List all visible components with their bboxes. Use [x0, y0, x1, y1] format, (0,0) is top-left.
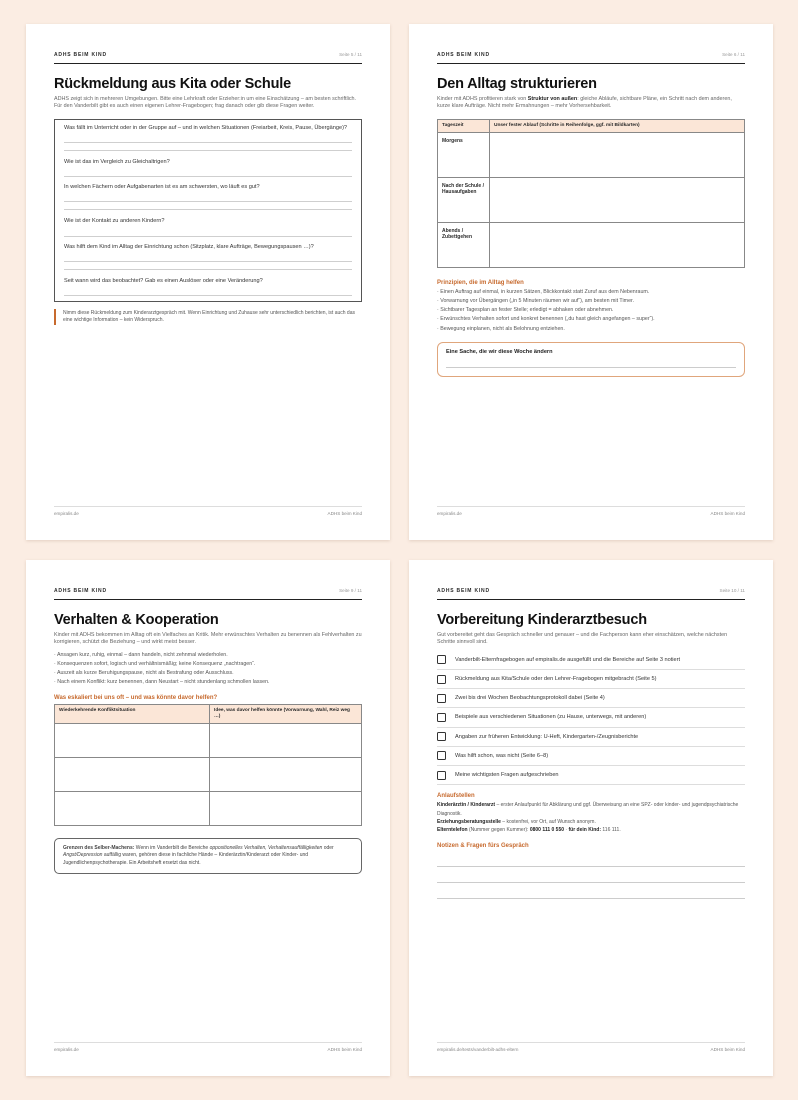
phone-number: 116 111.: [600, 827, 621, 834]
weekly-change-box: [437, 342, 745, 377]
limits-text: auffällig waren, gehören diese in fachliche Hände – Kinderärztin/Kinderarzt oder Kinder- und Jugendlichenpsychotherapie. Ein Arbeitsheft ersetzt das nicht.: [63, 852, 309, 866]
worksheet-page-6: [409, 24, 773, 540]
page-number: Seite 10 / 11: [719, 588, 745, 593]
principles-list: [437, 288, 745, 334]
answer-line[interactable]: [446, 355, 736, 368]
page-title: Rückmeldung aus Kita oder Schule: [54, 76, 291, 92]
question: Seit wann wird das beobachtet? Gab es einen Auslöser oder eine Veränderung?: [64, 277, 263, 284]
routine-cell[interactable]: [490, 177, 745, 222]
checkbox[interactable]: [437, 751, 446, 760]
list-item: · Einen Auftrag auf einmal, in kurzen Sätzen, Blickkontakt statt Zuruf aus dem Nebenraum.: [437, 288, 650, 295]
table-header: Idee, was davor helfen könnte (Vorwarnung, Wahl, Reiz weg …): [210, 704, 362, 723]
page-header: [437, 588, 745, 600]
callout-note: Nimm diese Rückmeldung zum Kinderarztgespräch mit. Wenn Einrichtung und Zuhause sehr unterschiedlich berichten, ist auch das eine wichtige Information – kein Widerspruch.: [54, 309, 362, 325]
question: Wie ist der Kontakt zu anderen Kindern?: [64, 218, 165, 225]
page-number: Seite 6 / 11: [722, 52, 745, 57]
answer-line[interactable]: [64, 209, 352, 210]
rules-list: [54, 651, 362, 688]
section-heading: Was eskaliert bei uns oft – und was könnte davor helfen?: [54, 694, 218, 701]
page-header: [54, 588, 362, 600]
brand-label: ADHS BEIM KIND: [54, 588, 107, 594]
table-header: Wiederkehrende Konfliktsituation: [55, 704, 210, 723]
routine-cell[interactable]: [490, 222, 745, 267]
contact-text: (Nummer gegen Kummer):: [467, 827, 530, 834]
answer-line[interactable]: [64, 295, 352, 296]
checklist-item[interactable]: [437, 651, 745, 670]
idea-cell[interactable]: [210, 791, 362, 825]
checklist: [437, 651, 745, 785]
intro-text: Kinder mit ADHS bekommen im Alltag oft ein Vielfaches an Kritik. Mehr erwünschtes Verhalten zu benennen als Fehlverhalten zu korrigieren, schützt die Beziehung – und wirkt meist besser.: [54, 632, 362, 646]
intro-part: Kinder mit ADHS profitieren stark von: [437, 96, 528, 102]
checkbox[interactable]: [437, 771, 446, 780]
answer-line[interactable]: [64, 269, 352, 270]
limits-text: oder: [322, 844, 334, 851]
question: Wie ist das im Vergleich zu Gleichaltrigen?: [64, 159, 170, 166]
limits-emphasis: oppositionelles Verhalten, Verhaltensauffälligkeiten: [209, 844, 323, 851]
answer-line[interactable]: [64, 176, 352, 177]
list-item: · Ansagen kurz, ruhig, einmal – dann handeln, nicht zehnmal wiederholen.: [54, 651, 228, 658]
contact-text: – kostenfrei, vor Ort, auf Wunsch anonym.: [500, 818, 596, 825]
contact-entry: [437, 801, 745, 818]
table-header: Unser fester Ablauf (Schritte in Reihenfolge, ggf. mit Bildkarten): [490, 119, 745, 132]
idea-cell[interactable]: [210, 723, 362, 757]
table-header: Tageszeit: [438, 119, 490, 132]
list-item: · Konsequenzen sofort, logisch und verhältnismäßig; keine Konsequenz „nachtragen“.: [54, 661, 256, 668]
page-footer: [54, 506, 362, 516]
intro-text: [437, 96, 745, 111]
contact-name: Erziehungsberatungsstelle: [437, 818, 501, 825]
intro-emphasis: Struktur von außen: [527, 96, 578, 102]
checklist-label: Was hilft schon, was nicht (Seite 6–8): [455, 752, 549, 759]
routine-table: [437, 119, 745, 268]
footer-site: empiralis.de: [437, 511, 462, 516]
footer-site: empiralis.de/tests/vanderbilt-adhs-eltern: [437, 1047, 519, 1052]
contact-entry: [437, 826, 745, 834]
question: In welchen Fächern oder Aufgabenarten ist es am schwersten, wo läuft es gut?: [64, 184, 260, 191]
checkbox[interactable]: [437, 694, 446, 703]
notes-line[interactable]: [437, 851, 745, 867]
footer-title: ADHS beim Kind: [710, 511, 745, 516]
section-heading: Notizen & Fragen fürs Gespräch: [437, 842, 529, 849]
separator: ·: [564, 827, 569, 834]
checklist-label: Rückmeldung aus Kita/Schule oder den Lehrer-Fragebogen mitgebracht (Seite 5): [455, 676, 657, 683]
answer-line[interactable]: [64, 236, 352, 237]
contact-name: Elterntelefon: [437, 827, 468, 834]
intro-part: : gleiche Abläufe, sichtbare Pläne, ein Schritt nach dem anderen, kurze klare Aufträge. Nicht mehr Ermahnungen – mehr Vorhersehbarkeit.: [437, 96, 732, 110]
checkbox[interactable]: [437, 675, 446, 684]
checklist-label: Angaben zur früheren Entwicklung: U-Heft, Kindergarten-/Zeugnisberichte: [455, 733, 639, 740]
checkbox[interactable]: [437, 713, 446, 722]
footer-title: ADHS beim Kind: [327, 1047, 362, 1052]
checkbox[interactable]: [437, 732, 446, 741]
intro-text: ADHS zeigt sich in mehreren Umgebungen. Bitte eine Lehrkraft oder Erzieher:in um eine Einschätzung – am besten schriftlich. Für den Vanderbilt gibt es auch einen eigenen Lehrer-Fragebogen; frag danach oder gib diese Fragen weiter.: [54, 96, 357, 110]
contact-text: – erster Anlaufpunkt für Abklärung und ggf. Überweisung an eine SPZ- oder kinder- und jugendpsychiatrische Diagnostik.: [437, 802, 739, 817]
page-header: [54, 52, 362, 64]
phone-number: 0800 111 0 550: [529, 827, 565, 834]
page-title: Vorbereitung Kinderarztbesuch: [437, 612, 647, 628]
limits-emphasis: Angst/Depression: [63, 852, 103, 859]
section-heading: Prinzipien, die im Alltag helfen: [437, 279, 524, 286]
list-item: · Nach einem Konflikt: kurz benennen, dann Neustart – nicht stundenlang schmollen lassen.: [54, 679, 270, 686]
conflict-cell[interactable]: [55, 791, 210, 825]
row-label: Morgens: [438, 132, 490, 177]
conflict-cell[interactable]: [55, 723, 210, 757]
list-item: · Vorwarnung vor Übergängen („in 5 Minuten räumen wir auf“), am besten mit Timer.: [437, 298, 634, 305]
page-footer: [54, 1042, 362, 1052]
checklist-item[interactable]: [437, 689, 745, 708]
brand-label: ADHS BEIM KIND: [54, 52, 107, 58]
contact-name: für dein Kind:: [568, 827, 601, 834]
intro-text: Gut vorbereitet geht das Gespräch schneller und genauer – und die Fachperson kann eher einschätzen, welche nächsten Schritte sinnvoll sind.: [437, 632, 728, 646]
brand-label: ADHS BEIM KIND: [437, 588, 490, 594]
row-label: Nach der Schule / Hausaufgaben: [438, 177, 490, 222]
checkbox[interactable]: [437, 655, 446, 664]
checklist-item[interactable]: [437, 766, 745, 785]
page-title: Verhalten & Kooperation: [54, 612, 219, 628]
checklist-label: Meine wichtigsten Fragen aufgeschrieben: [455, 772, 559, 779]
conflict-table: [54, 704, 362, 826]
idea-cell[interactable]: [210, 757, 362, 791]
answer-line[interactable]: [64, 261, 352, 262]
page-header: [437, 52, 745, 64]
footer-site: empiralis.de: [54, 511, 79, 516]
brand-label: ADHS BEIM KIND: [437, 52, 490, 58]
worksheet-page-9: [26, 560, 390, 1076]
limits-text: Wenn im Vanderbilt die Bereiche: [134, 844, 210, 851]
contact-name: Kinderärztin / Kinderarzt: [437, 802, 496, 809]
routine-cell[interactable]: [490, 132, 745, 177]
page-footer: [437, 1042, 745, 1052]
question: Was hilft dem Kind im Alltag der Einrichtung schon (Sitzplatz, klare Aufträge, Bewegungspausen …)?: [64, 243, 314, 250]
worksheet-page-5: [26, 24, 390, 540]
footer-site: empiralis.de: [54, 1047, 79, 1052]
list-item: · Auszeit als kurze Beruhigungspause, nicht als Bestrafung oder Ausschluss.: [54, 670, 234, 677]
notes-line[interactable]: [437, 883, 745, 899]
page-number: Seite 9 / 11: [339, 588, 362, 593]
limits-box: [54, 838, 362, 875]
row-label: Abends / Zubettgehen: [438, 222, 490, 267]
checklist-label: Vanderbilt-Elternfragebogen auf empiralis.de ausgefüllt und die Bereiche auf Seite 3 notiert: [455, 656, 681, 663]
checklist-item[interactable]: [437, 708, 745, 727]
list-item: · Bewegung einplanen, nicht als Belohnung entziehen.: [437, 325, 565, 332]
notes-line[interactable]: [437, 867, 745, 883]
checklist-label: Zwei bis drei Wochen Beobachtungsprotokoll dabei (Seite 4): [455, 695, 605, 702]
question-box: [54, 119, 362, 302]
checklist-item[interactable]: [437, 747, 745, 766]
page-title: Den Alltag strukturieren: [437, 76, 597, 92]
list-item: · Sichtbarer Tagesplan an fester Stelle; erledigt = abhaken oder abnehmen.: [437, 307, 614, 314]
answer-line[interactable]: [64, 201, 352, 202]
limits-title: Grenzen des Selber-Machens:: [63, 844, 135, 851]
page-footer: [437, 506, 745, 516]
question: Was fällt im Unterricht oder in der Gruppe auf – und in welchen Situationen (Freiarbeit, Kreis, Pause, Übergänge)?: [64, 124, 348, 131]
footer-title: ADHS beim Kind: [327, 511, 362, 516]
box-label: Eine Sache, die wir diese Woche ändern: [446, 348, 553, 355]
checklist-label: Beispiele aus verschiedenen Situationen (zu Hause, unterwegs, mit anderen): [455, 714, 647, 721]
checklist-item[interactable]: [437, 728, 745, 747]
page-number: Seite 5 / 11: [339, 52, 362, 57]
contacts-block: [437, 801, 745, 835]
contact-entry: [437, 818, 745, 826]
conflict-cell[interactable]: [55, 757, 210, 791]
footer-title: ADHS beim Kind: [710, 1047, 745, 1052]
answer-line[interactable]: [64, 142, 352, 143]
list-item: · Erwünschtes Verhalten sofort und konkret benennen („du hast gleich angefangen – super“).: [437, 316, 655, 323]
section-heading: Anlaufstellen: [437, 793, 475, 800]
worksheet-page-10: [409, 560, 773, 1076]
checklist-item[interactable]: [437, 670, 745, 689]
answer-line[interactable]: [64, 150, 352, 151]
